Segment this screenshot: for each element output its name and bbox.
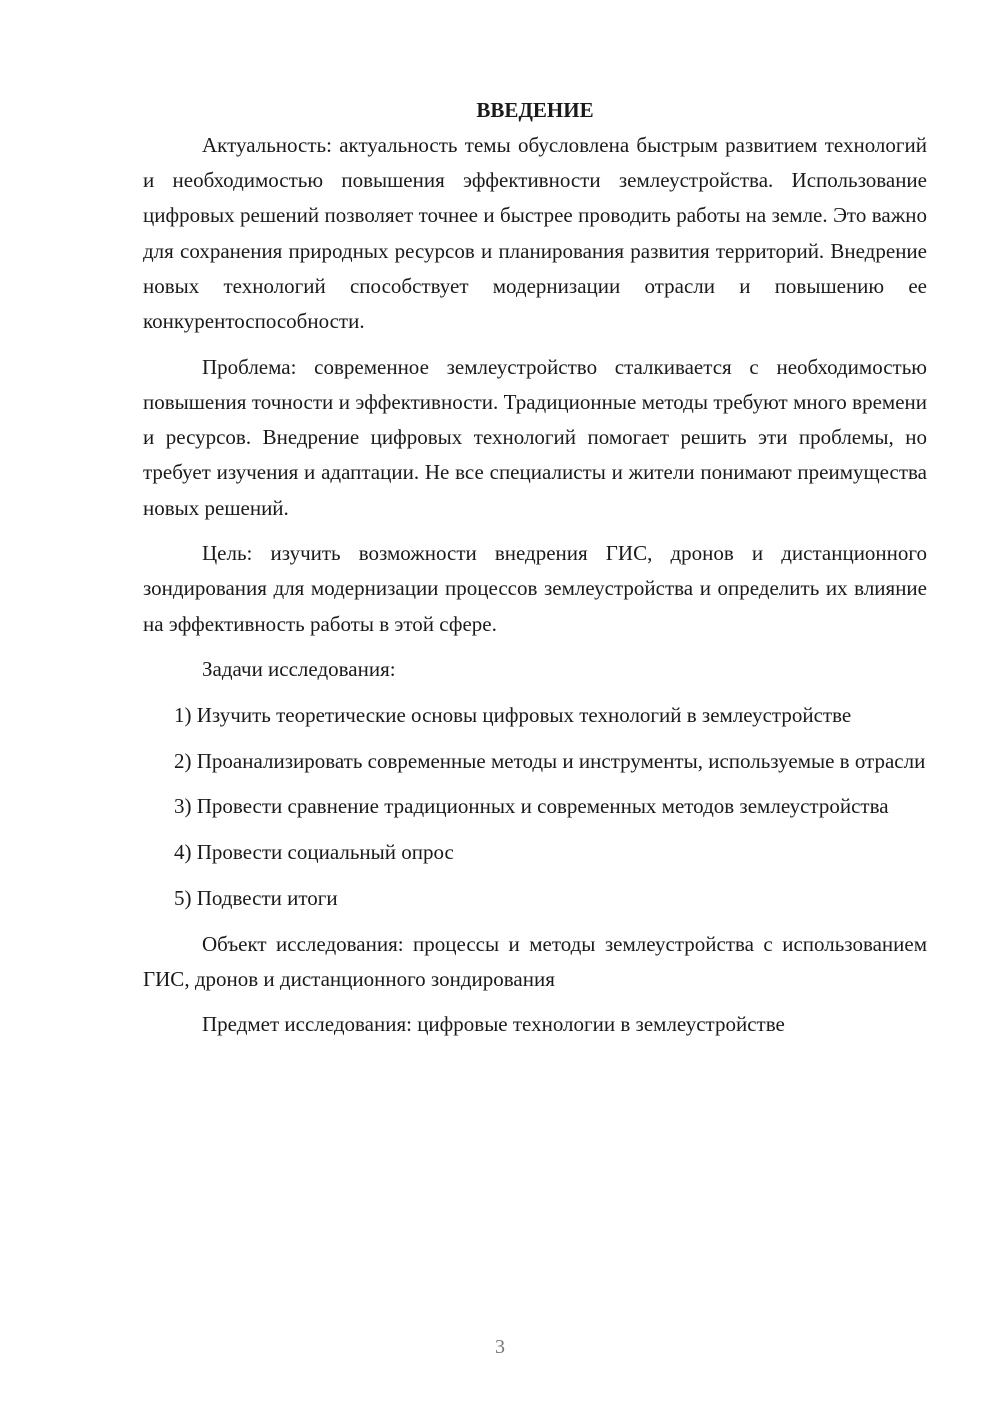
paragraph-subject: Предмет исследования: цифровые технологии в землеустройстве	[202, 1012, 785, 1037]
list-item-task-2: 2) Проанализировать современные методы и инструменты, используемые в отрасли	[174, 748, 926, 773]
list-item-task-4: 4) Провести социальный опрос	[174, 840, 454, 865]
paragraph-object: Объект исследования: процессы и методы землеустройства с использованием ГИС, дронов и дистанционного зондирования	[143, 931, 927, 991]
document-page	[143, 93, 927, 1053]
list-item-task-1: 1) Изучить теоретические основы цифровых технологий в землеустройстве	[174, 703, 852, 728]
list-item-task-5: 5) Подвести итоги	[174, 885, 338, 910]
page-number: 3	[495, 1336, 505, 1358]
paragraph-problem: Проблема: современное землеустройство сталкивается с необходимостью повышения точности и эффективности. Традиционные методы требуют много времени и ресурсов. Внедрение цифровых технологий помогает решить эти проблемы, но требует изучения и адаптации. Не все специалисты и жители понимают преимущества новых решений.	[143, 354, 927, 520]
paragraph-goal: Цель: изучить возможности внедрения ГИС, дронов и дистанционного зондирования для модернизации процессов землеустройства и определить их влияние на эффективность работы в этой сфере.	[143, 541, 927, 636]
list-item-task-3: 3) Провести сравнение традиционных и современных методов землеустройства	[174, 794, 889, 819]
heading: ВВЕДЕНИЕ	[476, 98, 594, 122]
paragraph-relevance: Актуальность: актуальность темы обусловлена быстрым развитием технологий и необходимостью повышения эффективности землеустройства. Использование цифровых решений позволяет точнее и быстрее проводить работы на земле. Это важно для сохранения природных ресурсов и планирования развития территорий. Внедрение новых технологий способствует модернизации отрасли и повышению ее конкурентоспособности.	[143, 133, 927, 334]
paragraph-tasks-heading: Задачи исследования:	[202, 657, 396, 682]
